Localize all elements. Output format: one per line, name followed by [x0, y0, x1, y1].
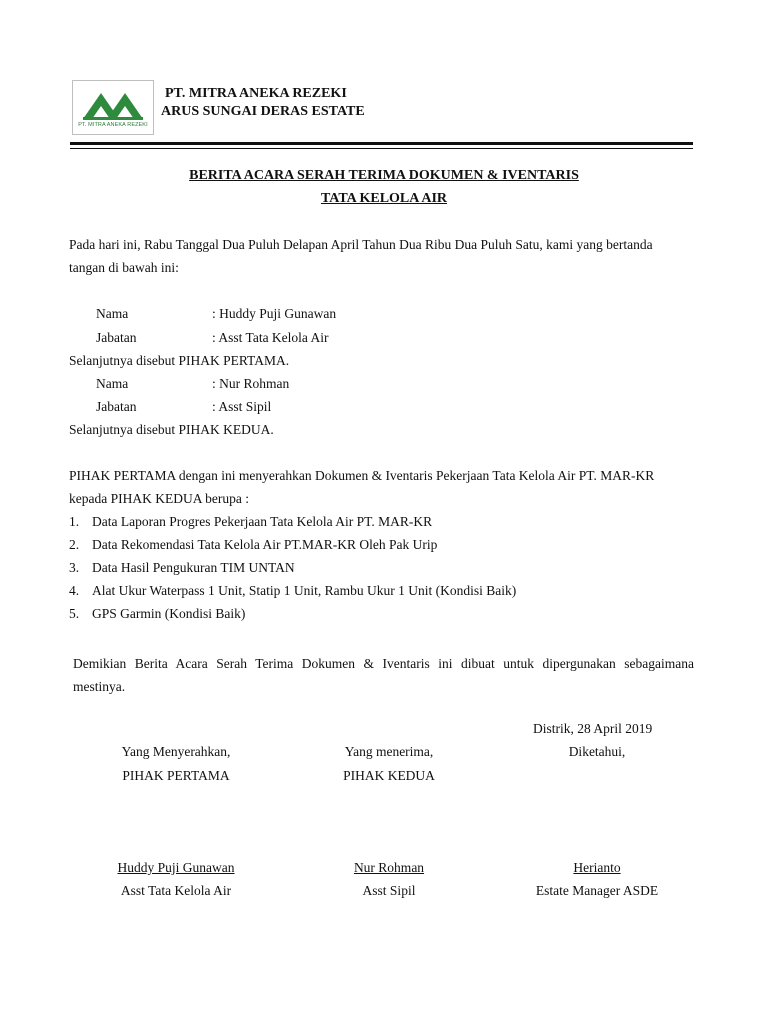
item-number: 2. — [69, 537, 80, 552]
acknowledger-position: Estate Manager ASDE — [535, 883, 659, 898]
giver-party: PIHAK PERTAMA — [122, 768, 230, 783]
handover-line-2: kepada PIHAK KEDUA berupa : — [69, 491, 249, 506]
giver-signatory-name: Huddy Puji Gunawan — [117, 860, 235, 875]
place-date: Distrik, 28 April 2019 — [533, 721, 653, 736]
party1-name-value: : Huddy Puji Gunawan — [212, 306, 337, 321]
item-text: GPS Garmin (Kondisi Baik) — [92, 606, 246, 621]
item-number: 5. — [69, 606, 80, 621]
item-text: Data Rekomendasi Tata Kelola Air PT.MAR-KR Oleh Pak Urip — [92, 537, 438, 552]
party1-position-value: : Asst Tata Kelola Air — [212, 330, 329, 345]
party2-designation: Selanjutnya disebut PIHAK KEDUA. — [69, 422, 274, 437]
header-divider-thin — [70, 148, 693, 149]
item-number: 3. — [69, 560, 80, 575]
item-number: 1. — [69, 514, 80, 529]
closing-line-1: Demikian Berita Acara Serah Terima Dokumen & Iventaris ini dibuat untuk dipergunakan sebagaimana — [73, 656, 694, 671]
giver-role-label: Yang Menyerahkan, — [121, 744, 231, 759]
handover-line-1: PIHAK PERTAMA dengan ini menyerahkan Dokumen & Iventaris Pekerjaan Tata Kelola Air PT. MAR-KR — [69, 468, 655, 483]
item-text: Data Laporan Progres Pekerjaan Tata Kelola Air PT. MAR-KR — [92, 514, 433, 529]
intro-line-1: Pada hari ini, Rabu Tanggal Dua Puluh Delapan April Tahun Dua Ribu Dua Puluh Satu, kami yang bertanda — [69, 237, 653, 252]
receiver-position: Asst Sipil — [362, 883, 416, 898]
estate-name: ARUS SUNGAI DERAS ESTATE — [161, 104, 365, 119]
party2-name-value: : Nur Rohman — [212, 376, 290, 391]
receiver-party: PIHAK KEDUA — [343, 768, 435, 783]
closing-paragraph — [73, 652, 694, 698]
acknowledger-role-label: Diketahui, — [568, 744, 626, 759]
giver-position: Asst Tata Kelola Air — [120, 883, 232, 898]
document-title: BERITA ACARA SERAH TERIMA DOKUMEN & IVENTARIS — [189, 168, 579, 183]
item-number: 4. — [69, 583, 80, 598]
item-text: Data Hasil Pengukuran TIM UNTAN — [92, 560, 295, 575]
party2-name-label: Nama — [96, 376, 129, 391]
closing-line-2: mestinya. — [73, 679, 126, 694]
mountain-logo-icon — [81, 87, 145, 121]
logo-caption: PT. MITRA ANEKA REZEKI — [78, 122, 148, 128]
intro-line-2: tangan di bawah ini: — [69, 260, 179, 275]
header-divider-thick — [70, 142, 693, 145]
receiver-signatory-name: Nur Rohman — [353, 860, 425, 875]
company-name: PT. MITRA ANEKA REZEKI — [165, 86, 347, 101]
company-logo — [72, 80, 154, 135]
document-subtitle: TATA KELOLA AIR — [320, 191, 448, 206]
acknowledger-signatory-name: Herianto — [573, 860, 621, 875]
item-text: Alat Ukur Waterpass 1 Unit, Statip 1 Unit, Rambu Ukur 1 Unit (Kondisi Baik) — [92, 583, 517, 598]
party1-position-label: Jabatan — [96, 330, 137, 345]
party2-position-label: Jabatan — [96, 399, 137, 414]
receiver-role-label: Yang menerima, — [344, 744, 434, 759]
party1-designation: Selanjutnya disebut PIHAK PERTAMA. — [69, 353, 290, 368]
party1-name-label: Nama — [96, 306, 129, 321]
party2-position-value: : Asst Sipil — [212, 399, 272, 414]
